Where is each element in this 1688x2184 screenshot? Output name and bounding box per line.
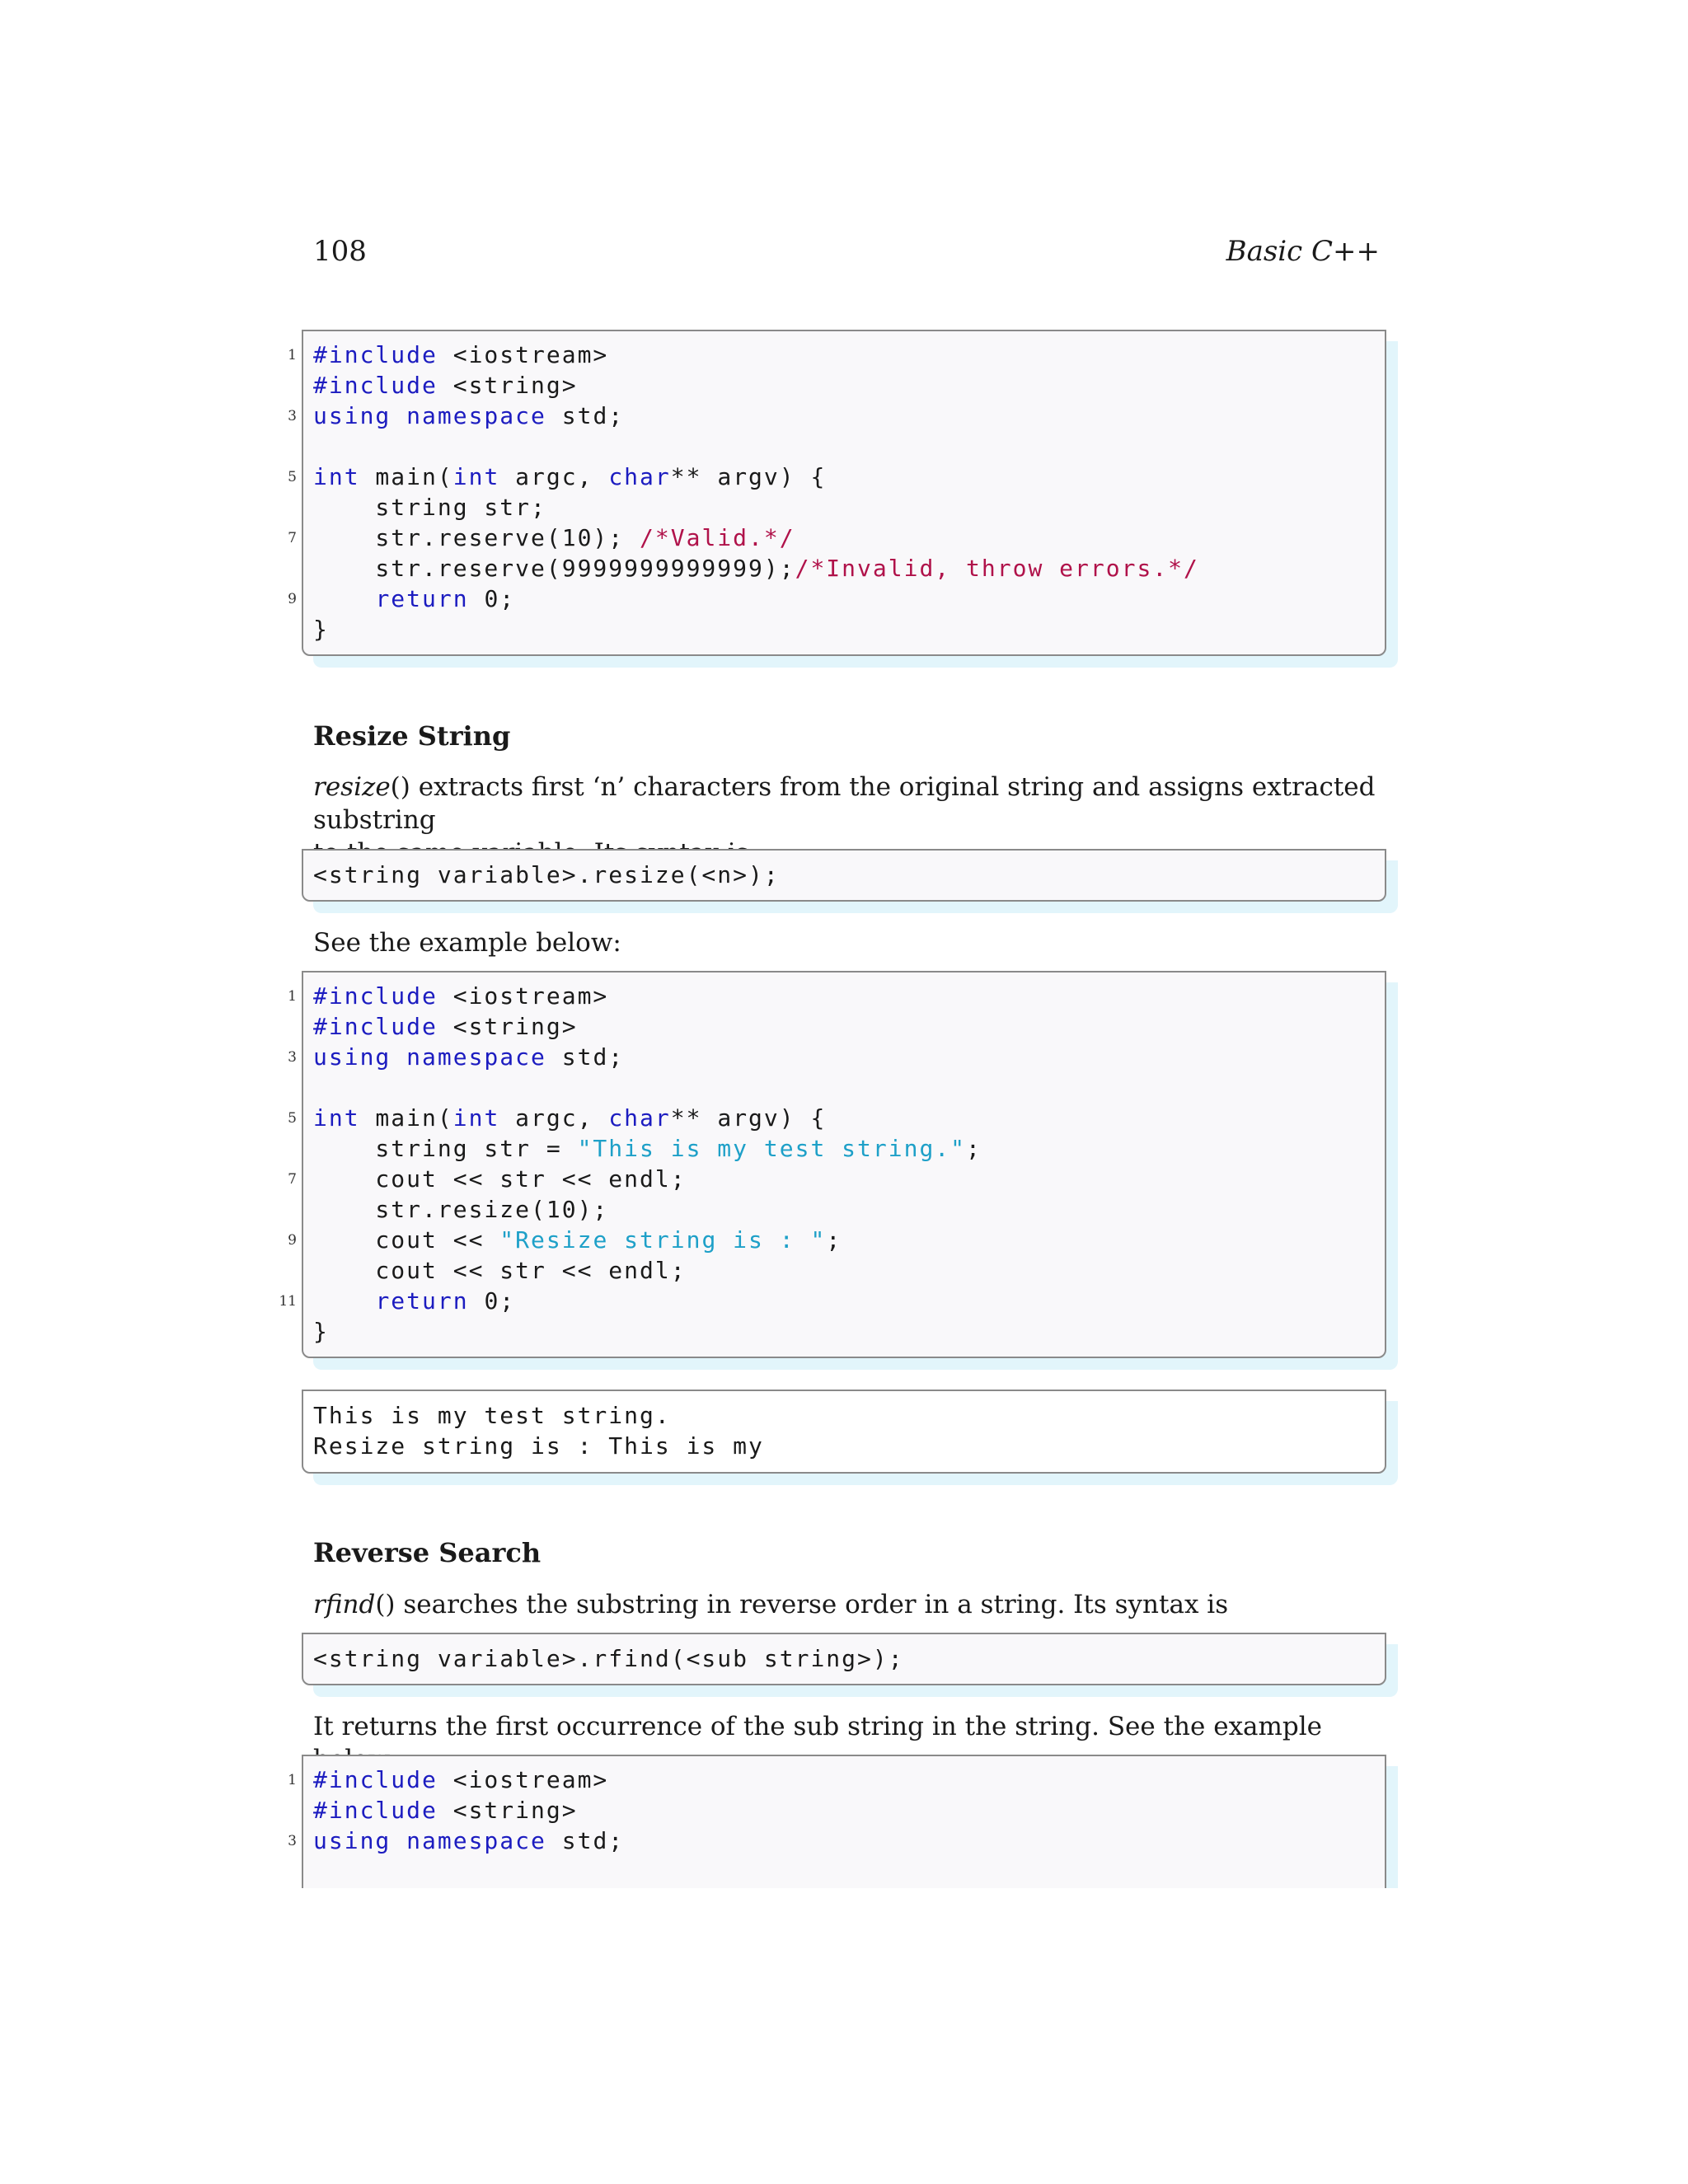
code-line: str.resize(10); [313, 1196, 609, 1223]
code-line: } [313, 616, 329, 643]
code-keyword: #include [313, 1797, 438, 1824]
function-name: rfind [313, 1590, 376, 1619]
code-comment: /*Valid.*/ [640, 524, 795, 551]
running-title: Basic C++ [1226, 235, 1380, 268]
section-title-rfind: Reverse Search [313, 1537, 542, 1568]
code-indent [313, 585, 375, 612]
code-line [313, 583, 515, 614]
code-line: string str; [313, 494, 546, 521]
code-line [313, 1795, 578, 1825]
code-keyword: int [452, 463, 500, 490]
code-text: argc, [499, 463, 609, 490]
code-text: <iostream> [437, 1766, 609, 1793]
code-keyword: return [375, 585, 469, 612]
code-keyword: int [313, 1104, 360, 1132]
syntax-resize: <string variable>.resize(<n>); [313, 861, 780, 888]
line-number: 5 [288, 1110, 297, 1127]
line-number: 1 [288, 1772, 297, 1788]
code-line [313, 523, 795, 553]
returns-text: It returns the first occurrence of the sub string in the string. See the example [313, 1712, 1323, 1741]
line-number: 7 [288, 530, 297, 546]
code-line: } [313, 1318, 329, 1345]
code-line [313, 340, 608, 370]
code-line [313, 462, 826, 492]
code-line [313, 981, 608, 1011]
see-example-text: See the example below: [313, 928, 621, 958]
code-text: string str = [313, 1135, 578, 1162]
code-line [313, 401, 624, 431]
code-line [313, 1225, 842, 1255]
code-text: 0; [468, 1287, 516, 1315]
code-keyword: using namespace [313, 1827, 546, 1854]
code-line [313, 1765, 608, 1795]
code-text: <string> [437, 1797, 578, 1824]
code-keyword: return [375, 1287, 469, 1315]
code-text: ; [966, 1135, 982, 1162]
code-text: std; [546, 402, 625, 429]
code-keyword: #include [313, 1013, 438, 1040]
line-number: 3 [288, 408, 297, 424]
line-number: 1 [288, 988, 297, 1005]
code-text: ; [826, 1226, 842, 1254]
code-text: ** argv) { [670, 1104, 827, 1132]
code-text: main( [359, 463, 453, 490]
syntax-rfind: <string variable>.rfind(<sub string>); [313, 1645, 904, 1672]
line-number: 3 [288, 1833, 297, 1849]
output-line: This is my test string. [313, 1402, 671, 1429]
code-keyword: char [608, 1104, 671, 1132]
output-line: Resize string is : This is my [313, 1432, 764, 1460]
code-keyword: char [608, 463, 671, 490]
line-number: 7 [288, 1171, 297, 1188]
code-keyword: #include [313, 1766, 438, 1793]
code-line [313, 1103, 826, 1133]
rfind-description [313, 1588, 1385, 1621]
code-text: main( [359, 1104, 453, 1132]
line-number: 9 [288, 1232, 297, 1249]
code-line [313, 1011, 578, 1042]
code-string: "Resize string is : " [499, 1226, 827, 1254]
code-keyword: int [452, 1104, 500, 1132]
function-name: resize [313, 772, 391, 802]
code-text: <iostream> [437, 341, 609, 368]
code-indent [313, 1287, 375, 1315]
code-text: str.reserve(10); [313, 524, 640, 551]
line-number: 5 [288, 469, 297, 485]
code-line [313, 1042, 624, 1072]
code-keyword: using namespace [313, 402, 546, 429]
code-line: cout << str << endl; [313, 1165, 687, 1193]
code-keyword: #include [313, 982, 438, 1010]
line-number: 11 [279, 1293, 297, 1310]
code-text: <string> [437, 372, 578, 399]
description-text: () extracts first ‘n’ characters from the original string and assigns extracted substring [313, 772, 1376, 835]
code-line [313, 553, 1199, 583]
code-line [313, 370, 578, 401]
code-line [313, 1825, 624, 1856]
code-text: std; [546, 1827, 625, 1854]
code-text: <iostream> [437, 982, 609, 1010]
code-text: cout << [313, 1226, 500, 1254]
code-line: cout << str << endl; [313, 1257, 687, 1284]
code-text: <string> [437, 1013, 578, 1040]
description-text: () searches the substring in reverse order in a string. Its syntax is [375, 1590, 1229, 1619]
code-text: std; [546, 1043, 625, 1071]
code-string: "This is my test string." [577, 1135, 967, 1162]
line-number: 1 [288, 347, 297, 363]
line-number: 3 [288, 1049, 297, 1066]
code-text: ** argv) { [670, 463, 827, 490]
line-number: 9 [288, 591, 297, 607]
code-text: 0; [468, 585, 516, 612]
section-title-resize: Resize String [313, 720, 511, 752]
code-keyword: #include [313, 372, 438, 399]
code-keyword: #include [313, 341, 438, 368]
code-keyword: using namespace [313, 1043, 546, 1071]
code-text: argc, [499, 1104, 609, 1132]
code-keyword: int [313, 463, 360, 490]
code-text: str.reserve(9999999999999); [313, 555, 795, 582]
page-number: 108 [313, 235, 367, 268]
code-line [313, 1286, 515, 1316]
code-comment: /*Invalid, throw errors.*/ [795, 555, 1199, 582]
code-line [313, 1133, 982, 1164]
